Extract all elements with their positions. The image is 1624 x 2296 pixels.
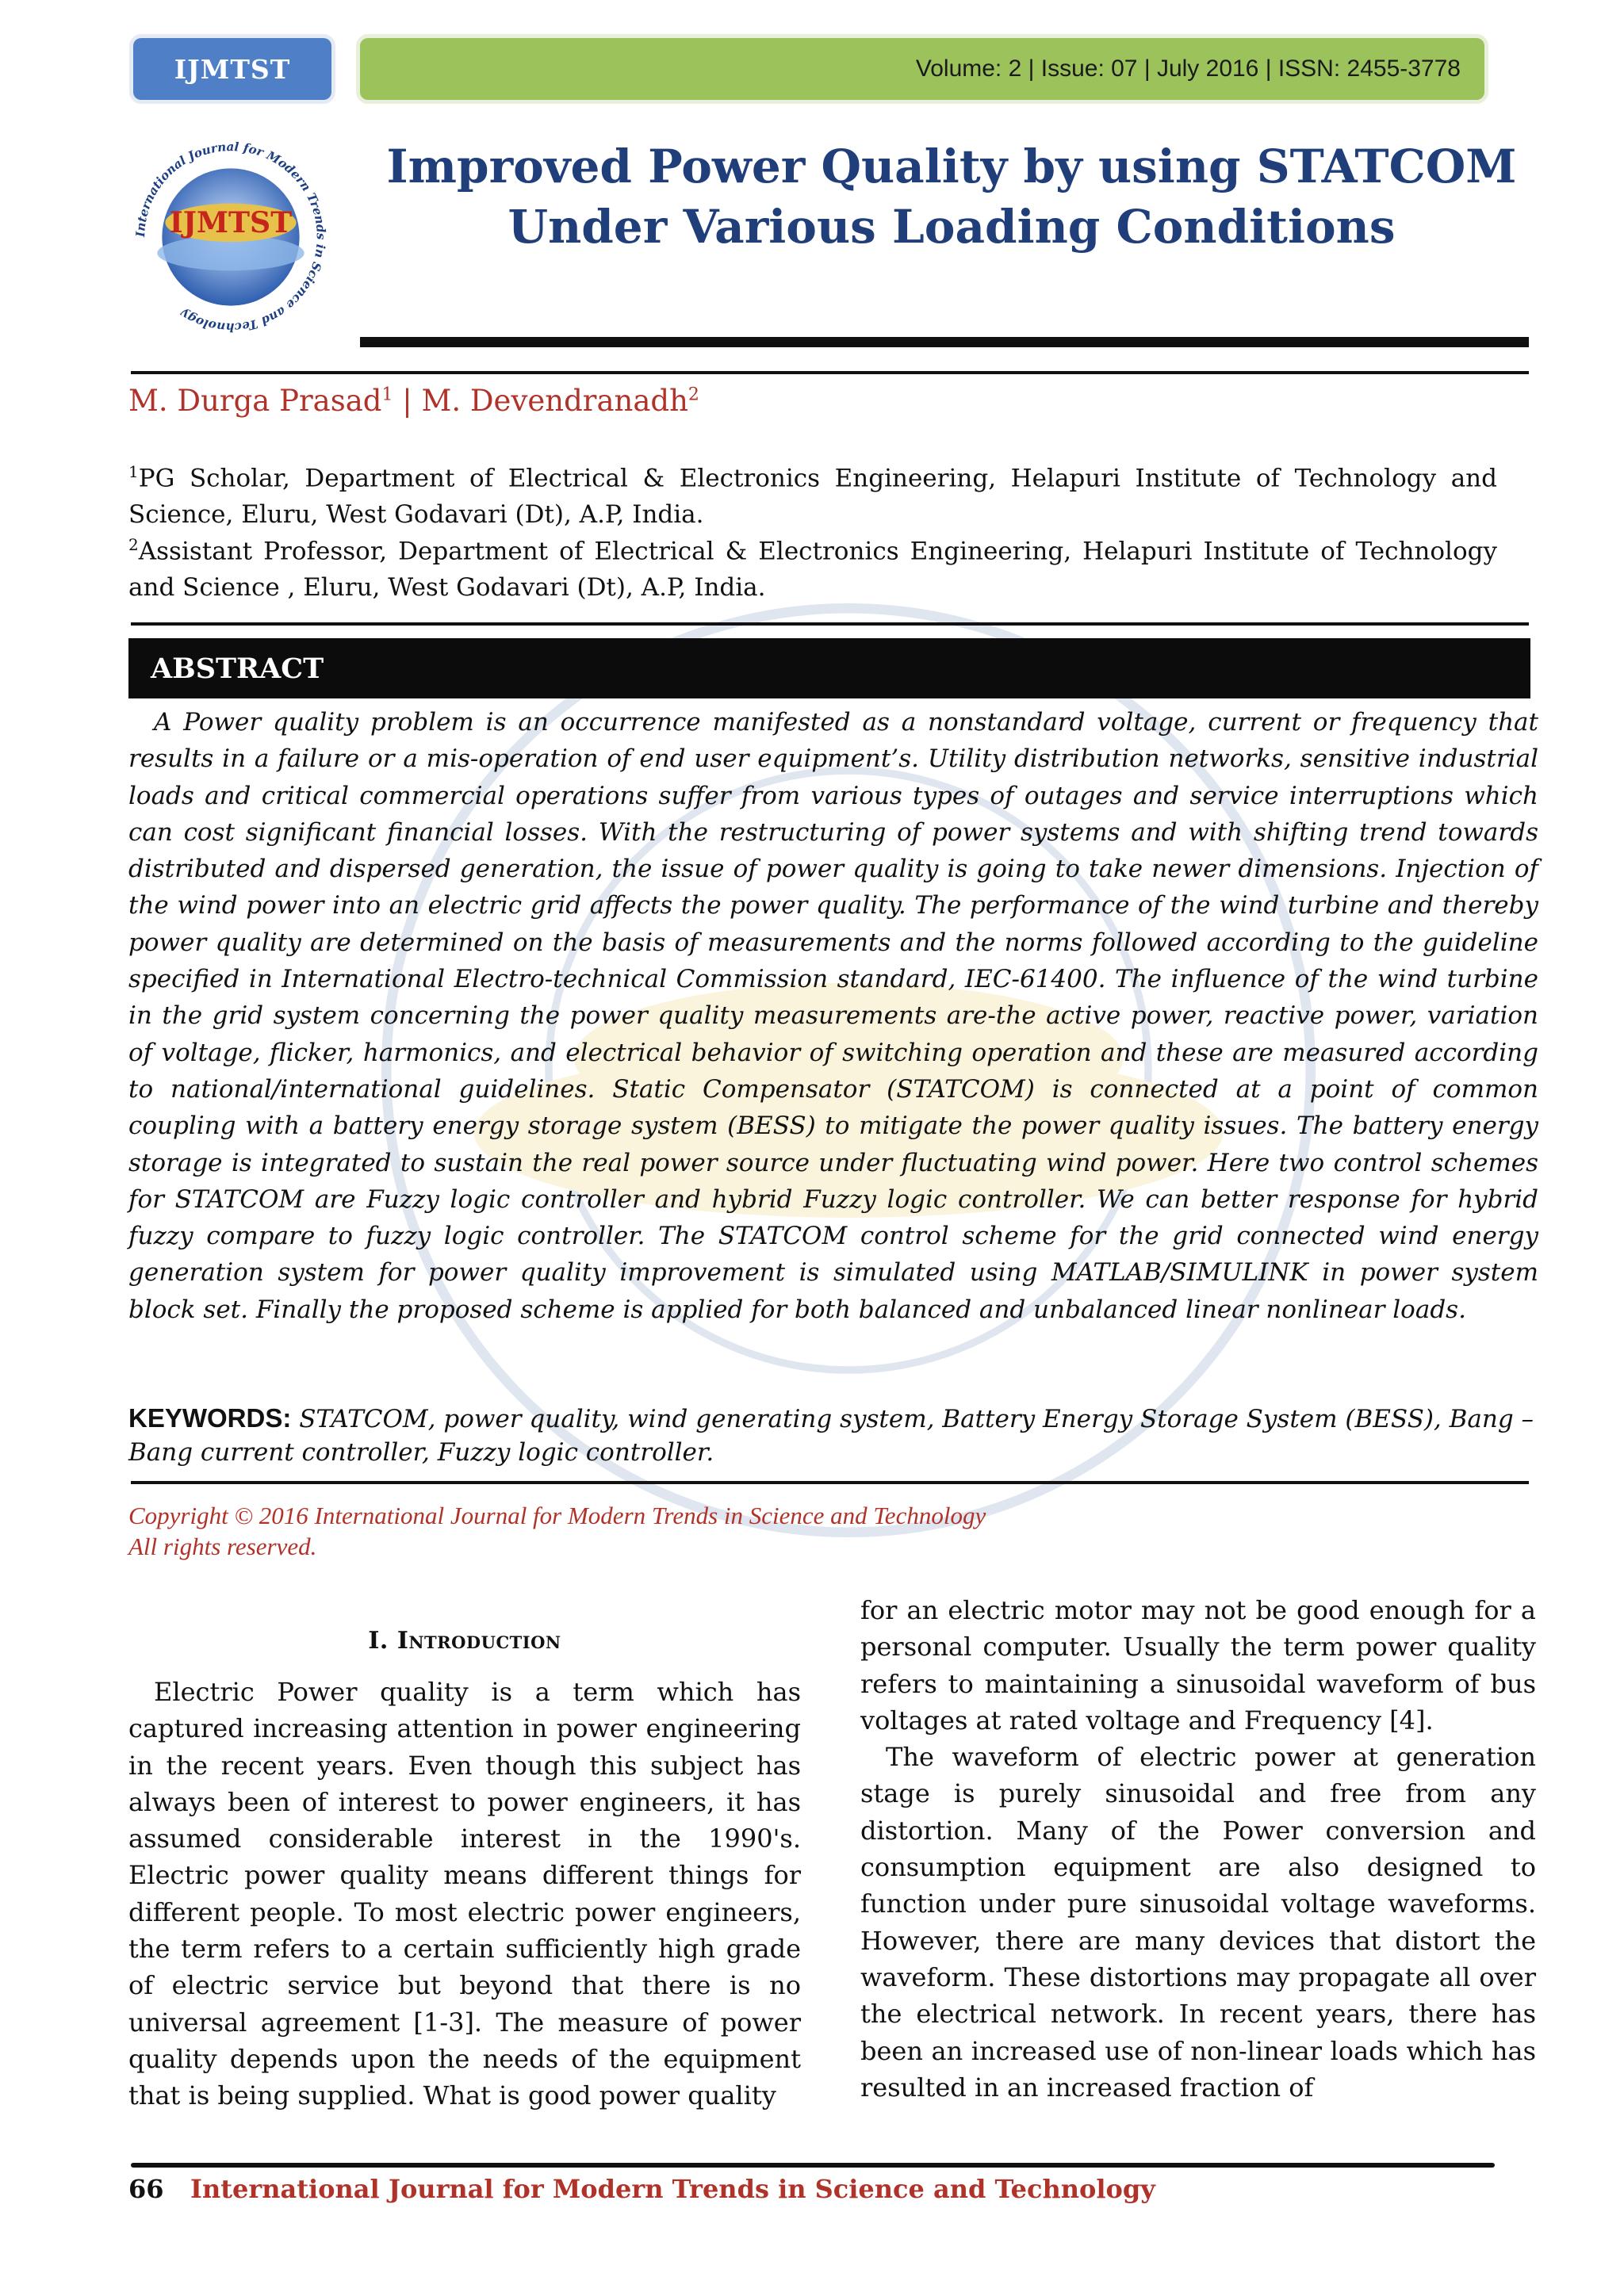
affiliation-2-sup: 2 <box>128 535 139 554</box>
title-line-2: Under Various Loading Conditions <box>508 200 1396 254</box>
keywords-rule <box>131 1481 1529 1484</box>
copyright-line-1: Copyright © 2016 International Journal for Modern Trends in Science and Technology <box>128 1502 986 1529</box>
affiliation-1 <box>128 453 1497 533</box>
author-2: M. Devendranadh <box>421 384 688 418</box>
title-rule-thin <box>131 371 1529 374</box>
affiliation-rule <box>131 622 1529 626</box>
author-1-sup: 1 <box>381 385 393 405</box>
title-rule-thick <box>360 337 1529 347</box>
copyright <box>128 1500 1318 1562</box>
affiliation-1-text: PG Scholar, Department of Electrical & Electronics Engineering, Helapuri Institute of Technology and Science, Eluru, West Godavari (Dt), A.P, India. <box>128 464 1497 530</box>
author-2-sup: 2 <box>688 385 699 405</box>
volume-line: Volume: 2 | Issue: 07 | July 2016 | ISSN: 2455-3778 <box>915 55 1461 82</box>
intro-paragraph-2: The waveform of electric power at generation stage is purely sinusoidal and free from any distortion. Many of the Power conversion and consumption equipment are also designed to function under pure sinusoidal voltage waveforms. However, there are many devices that distort the waveform. These distortions may propagate all over the electrical network. In recent years, there has been an increased use of non-linear loads which has resulted in an increased fraction of <box>860 1742 1536 2103</box>
paper-title <box>365 136 1538 257</box>
abstract-heading: ABSTRACT <box>151 652 324 685</box>
author-separator: | <box>393 384 422 418</box>
affiliation-2-text: Assistant Professor, Department of Electrical & Electronics Engineering, Helapuri Institute of Technology and Science , Eluru, West Godavari (Dt), A.P, India. <box>128 537 1497 603</box>
footer-journal-name: International Journal for Modern Trends in Science and Technology <box>190 2174 1155 2204</box>
body-column-left <box>128 1674 801 2114</box>
abstract-text: A Power quality problem is an occurrence manifested as a nonstandard voltage, current or frequency that results in a failure or a mis-operation of end user equipment’s. Utility distribution networks, sensitive industrial loads and critical commercial operations suffer from various types of outages and service interruptions which can cost significant financial losses. With the restructuring of power systems and with shifting trend towards distributed and dispersed generation, the issue of power quality is going to take newer dimensions. Injection of the wind power into an electric grid affects the power quality. The performance of the wind turbine and thereby power quality are determined on the basis of measurements and the norms followed according to the guideline specified in International Electro-technical Commission standard, IEC-61400. The influence of the wind turbine in the grid system concerning the power quality measurements are-the active power, reactive power, variation of voltage, flicker, harmonics, and electrical behavior of switching operation and these are measured according to national/international guidelines. Static Compensator (STATCOM) is connected at a point of common coupling with a battery energy storage system (BESS) to mitigate the power quality issues. The battery energy storage is integrated to sustain the real power source under fluctuating wind power. Here two control schemes for STATCOM are Fuzzy logic controller and hybrid Fuzzy logic controller. We can better response for hybrid fuzzy compare to fuzzy logic controller. The STATCOM control scheme for the grid connected wind energy generation system for power quality improvement is simulated using MATLAB/SIMULINK in power system block set. Finally the proposed scheme is applied for both balanced and unbalanced linear nonlinear loads. <box>128 708 1538 1324</box>
affiliation-2 <box>128 526 1497 606</box>
affiliation-1-sup: 1 <box>128 462 139 481</box>
keywords <box>128 1402 1538 1469</box>
ijmtst-logo-icon <box>127 133 335 341</box>
logo-ring-text: International Journal for Modern Trends in Science and Technology <box>133 140 328 335</box>
logo-text: IJMTST <box>169 205 293 239</box>
section-heading-introduction: I. Introduction <box>368 1627 561 1655</box>
copyright-line-2: All rights reserved. <box>128 1533 317 1560</box>
keywords-text: STATCOM, power quality, wind generating system, Battery Energy Storage System (BESS), Bang –Bang current controller, Fuzzy logic controller. <box>128 1405 1534 1467</box>
author-1: M. Durga Prasad <box>128 384 382 418</box>
authors <box>128 384 699 418</box>
abstract-heading-bar <box>128 638 1530 698</box>
body-column-right <box>860 1592 1536 2106</box>
intro-paragraph-1: Electric Power quality is a term which has captured increasing attention in power engineering in the recent years. Even though this subject has always been of interest to power engineers, it has assumed considerable interest in the 1990's. Electric power quality means different things for different people. To most electric power engineers, the term refers to a certain sufficiently high grade of electric service but beyond that there is no universal agreement [1-3]. The measure of power quality depends upon the needs of the equipment that is being supplied. What is good power quality <box>128 1677 801 2111</box>
page-number: 66 <box>128 2174 164 2204</box>
volume-issue-bar <box>360 38 1484 100</box>
footer-rule <box>131 2163 1495 2168</box>
title-line-1: Improved Power Quality by using STATCOM <box>386 140 1517 193</box>
journal-tag: IJMTST <box>133 38 331 100</box>
intro-paragraph-1-continued: for an electric motor may not be good enough for a personal computer. Usually the term power quality refers to maintaining a sinusoidal waveform of bus voltages at rated voltage and Frequency [4]. <box>860 1595 1536 1735</box>
keywords-label: KEYWORDS: <box>128 1403 292 1433</box>
